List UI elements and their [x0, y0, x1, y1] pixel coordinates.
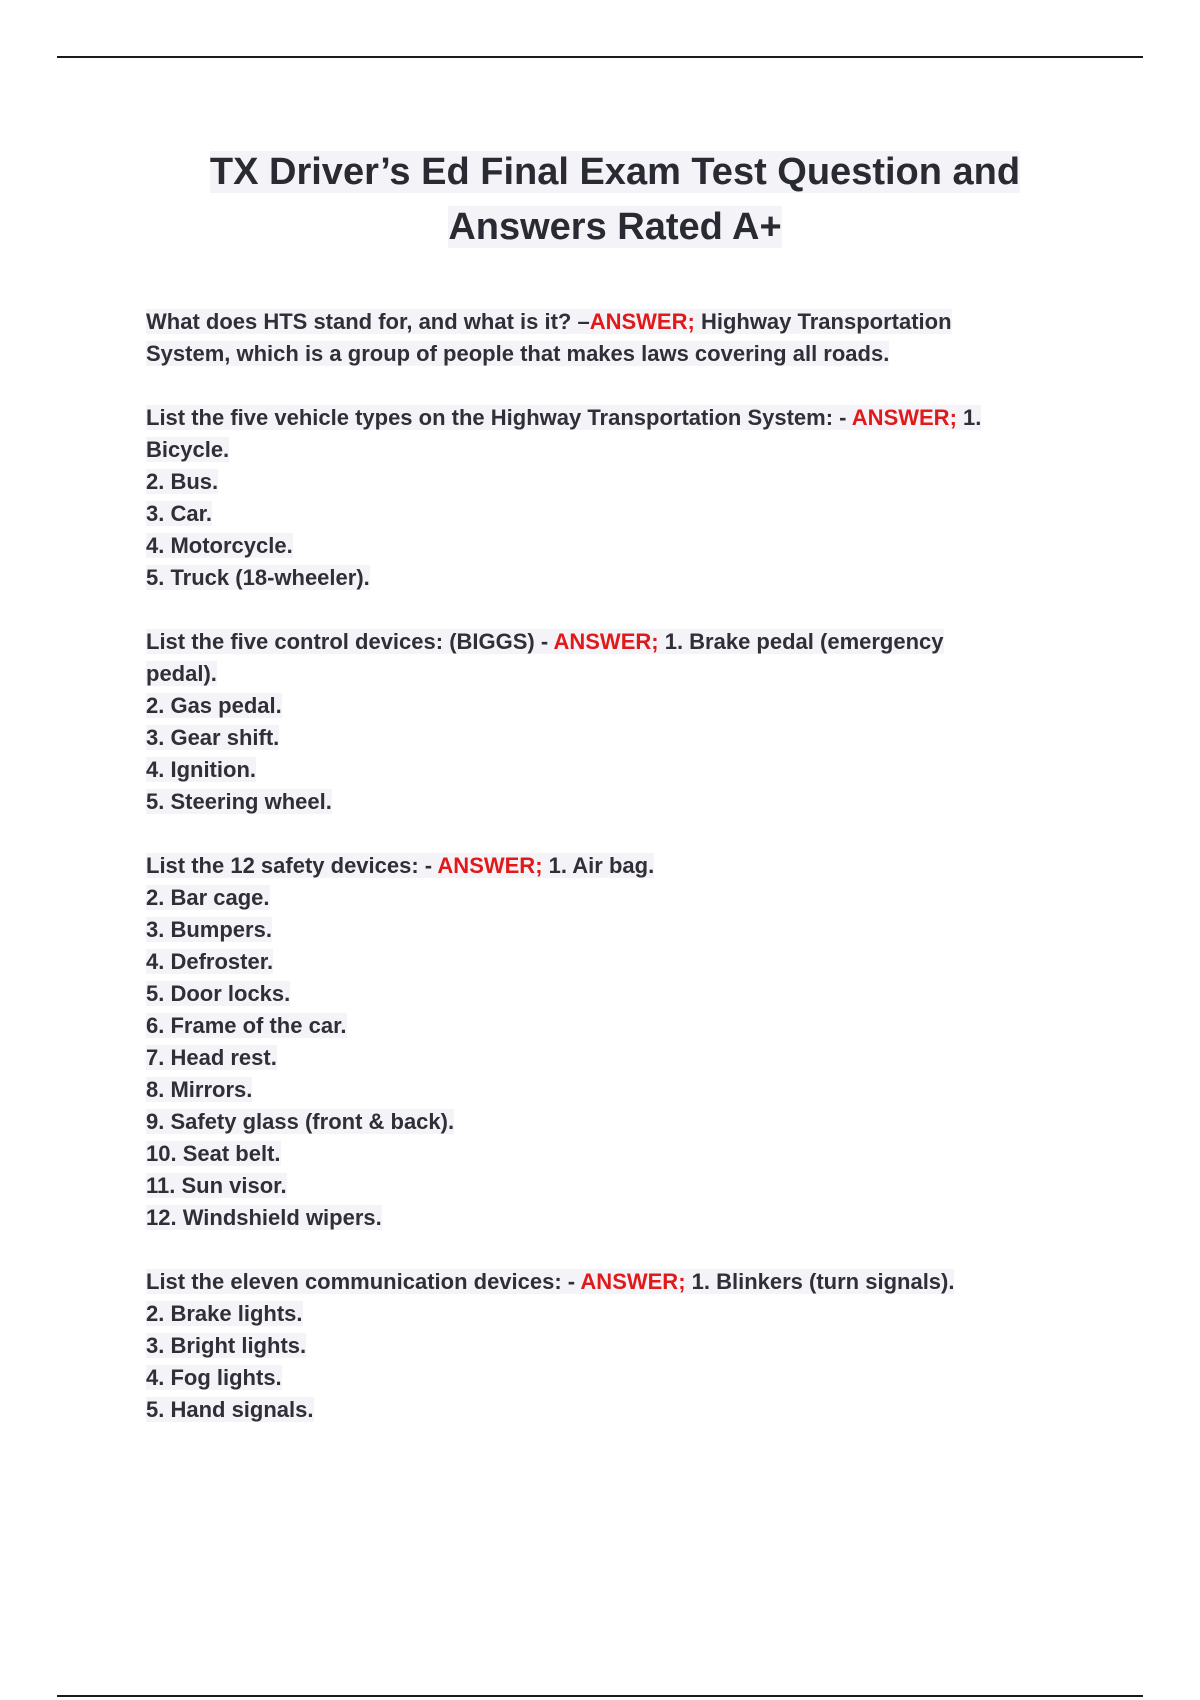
answer-line: 5. Hand signals. — [146, 1397, 314, 1422]
answer-line: 3. Bright lights. — [146, 1333, 307, 1358]
answer-line: 5. Truck (18-wheeler). — [146, 565, 370, 590]
answer-line: 4. Defroster. — [146, 949, 274, 974]
answer-line: 3. Car. — [146, 501, 213, 526]
answer-line: 5. Steering wheel. — [146, 789, 332, 814]
question-text: List the five control devices: (BIGGS) - — [146, 629, 554, 654]
answer-text: 1. Brake pedal (emergency — [658, 629, 944, 654]
answer-label: ANSWER; — [589, 309, 695, 334]
answer-text: 1. — [956, 405, 982, 430]
answer-line: 11. Sun visor. — [146, 1173, 287, 1198]
answer-line: 3. Bumpers. — [146, 917, 272, 942]
answer-line: 12. Windshield wipers. — [146, 1205, 382, 1230]
answer-text: 1. Blinkers (turn signals). — [685, 1269, 955, 1294]
question-text: List the 12 safety devices: - — [146, 853, 438, 878]
answer-line: 2. Gas pedal. — [146, 693, 282, 718]
qa-item — [146, 1266, 1066, 1426]
answer-line: 5. Door locks. — [146, 981, 291, 1006]
answer-line: pedal). — [146, 661, 217, 686]
answer-line: 4. Ignition. — [146, 757, 256, 782]
qa-item — [146, 850, 1066, 1234]
bottom-rule — [57, 1695, 1143, 1697]
answer-line: System, which is a group of people that makes laws covering all roads. — [146, 341, 890, 366]
answer-line: 6. Frame of the car. — [146, 1013, 347, 1038]
qa-item — [146, 626, 1066, 818]
qa-item — [146, 306, 1066, 370]
answer-line: 2. Bus. — [146, 469, 219, 494]
answer-line: 2. Brake lights. — [146, 1301, 303, 1326]
qa-list — [146, 306, 1066, 1458]
qa-item — [146, 402, 1066, 594]
answer-line: 4. Motorcycle. — [146, 533, 293, 558]
answer-text: Highway Transportation — [694, 309, 952, 334]
answer-line: 4. Fog lights. — [146, 1365, 282, 1390]
top-rule — [57, 56, 1143, 58]
answer-line: 9. Safety glass (front & back). — [146, 1109, 455, 1134]
document-title — [150, 145, 1080, 255]
answer-line: 3. Gear shift. — [146, 725, 280, 750]
answer-line: 8. Mirrors. — [146, 1077, 253, 1102]
question-text: List the five vehicle types on the Highway Transportation System: - — [146, 405, 852, 430]
answer-label: ANSWER; — [553, 629, 659, 654]
answer-line: 10. Seat belt. — [146, 1141, 281, 1166]
answer-label: ANSWER; — [437, 853, 543, 878]
answer-label: ANSWER; — [851, 405, 957, 430]
answer-line: 2. Bar cage. — [146, 885, 270, 910]
answer-line: 7. Head rest. — [146, 1045, 277, 1070]
answer-line: Bicycle. — [146, 437, 230, 462]
answer-label: ANSWER; — [580, 1269, 686, 1294]
question-text: List the eleven communication devices: - — [146, 1269, 581, 1294]
question-text: What does HTS stand for, and what is it? – — [146, 309, 590, 334]
answer-text: 1. Air bag. — [542, 853, 655, 878]
title-line-1: TX Driver’s Ed Final Exam Test Question and — [209, 151, 1021, 193]
title-line-2: Answers Rated A+ — [448, 206, 782, 248]
